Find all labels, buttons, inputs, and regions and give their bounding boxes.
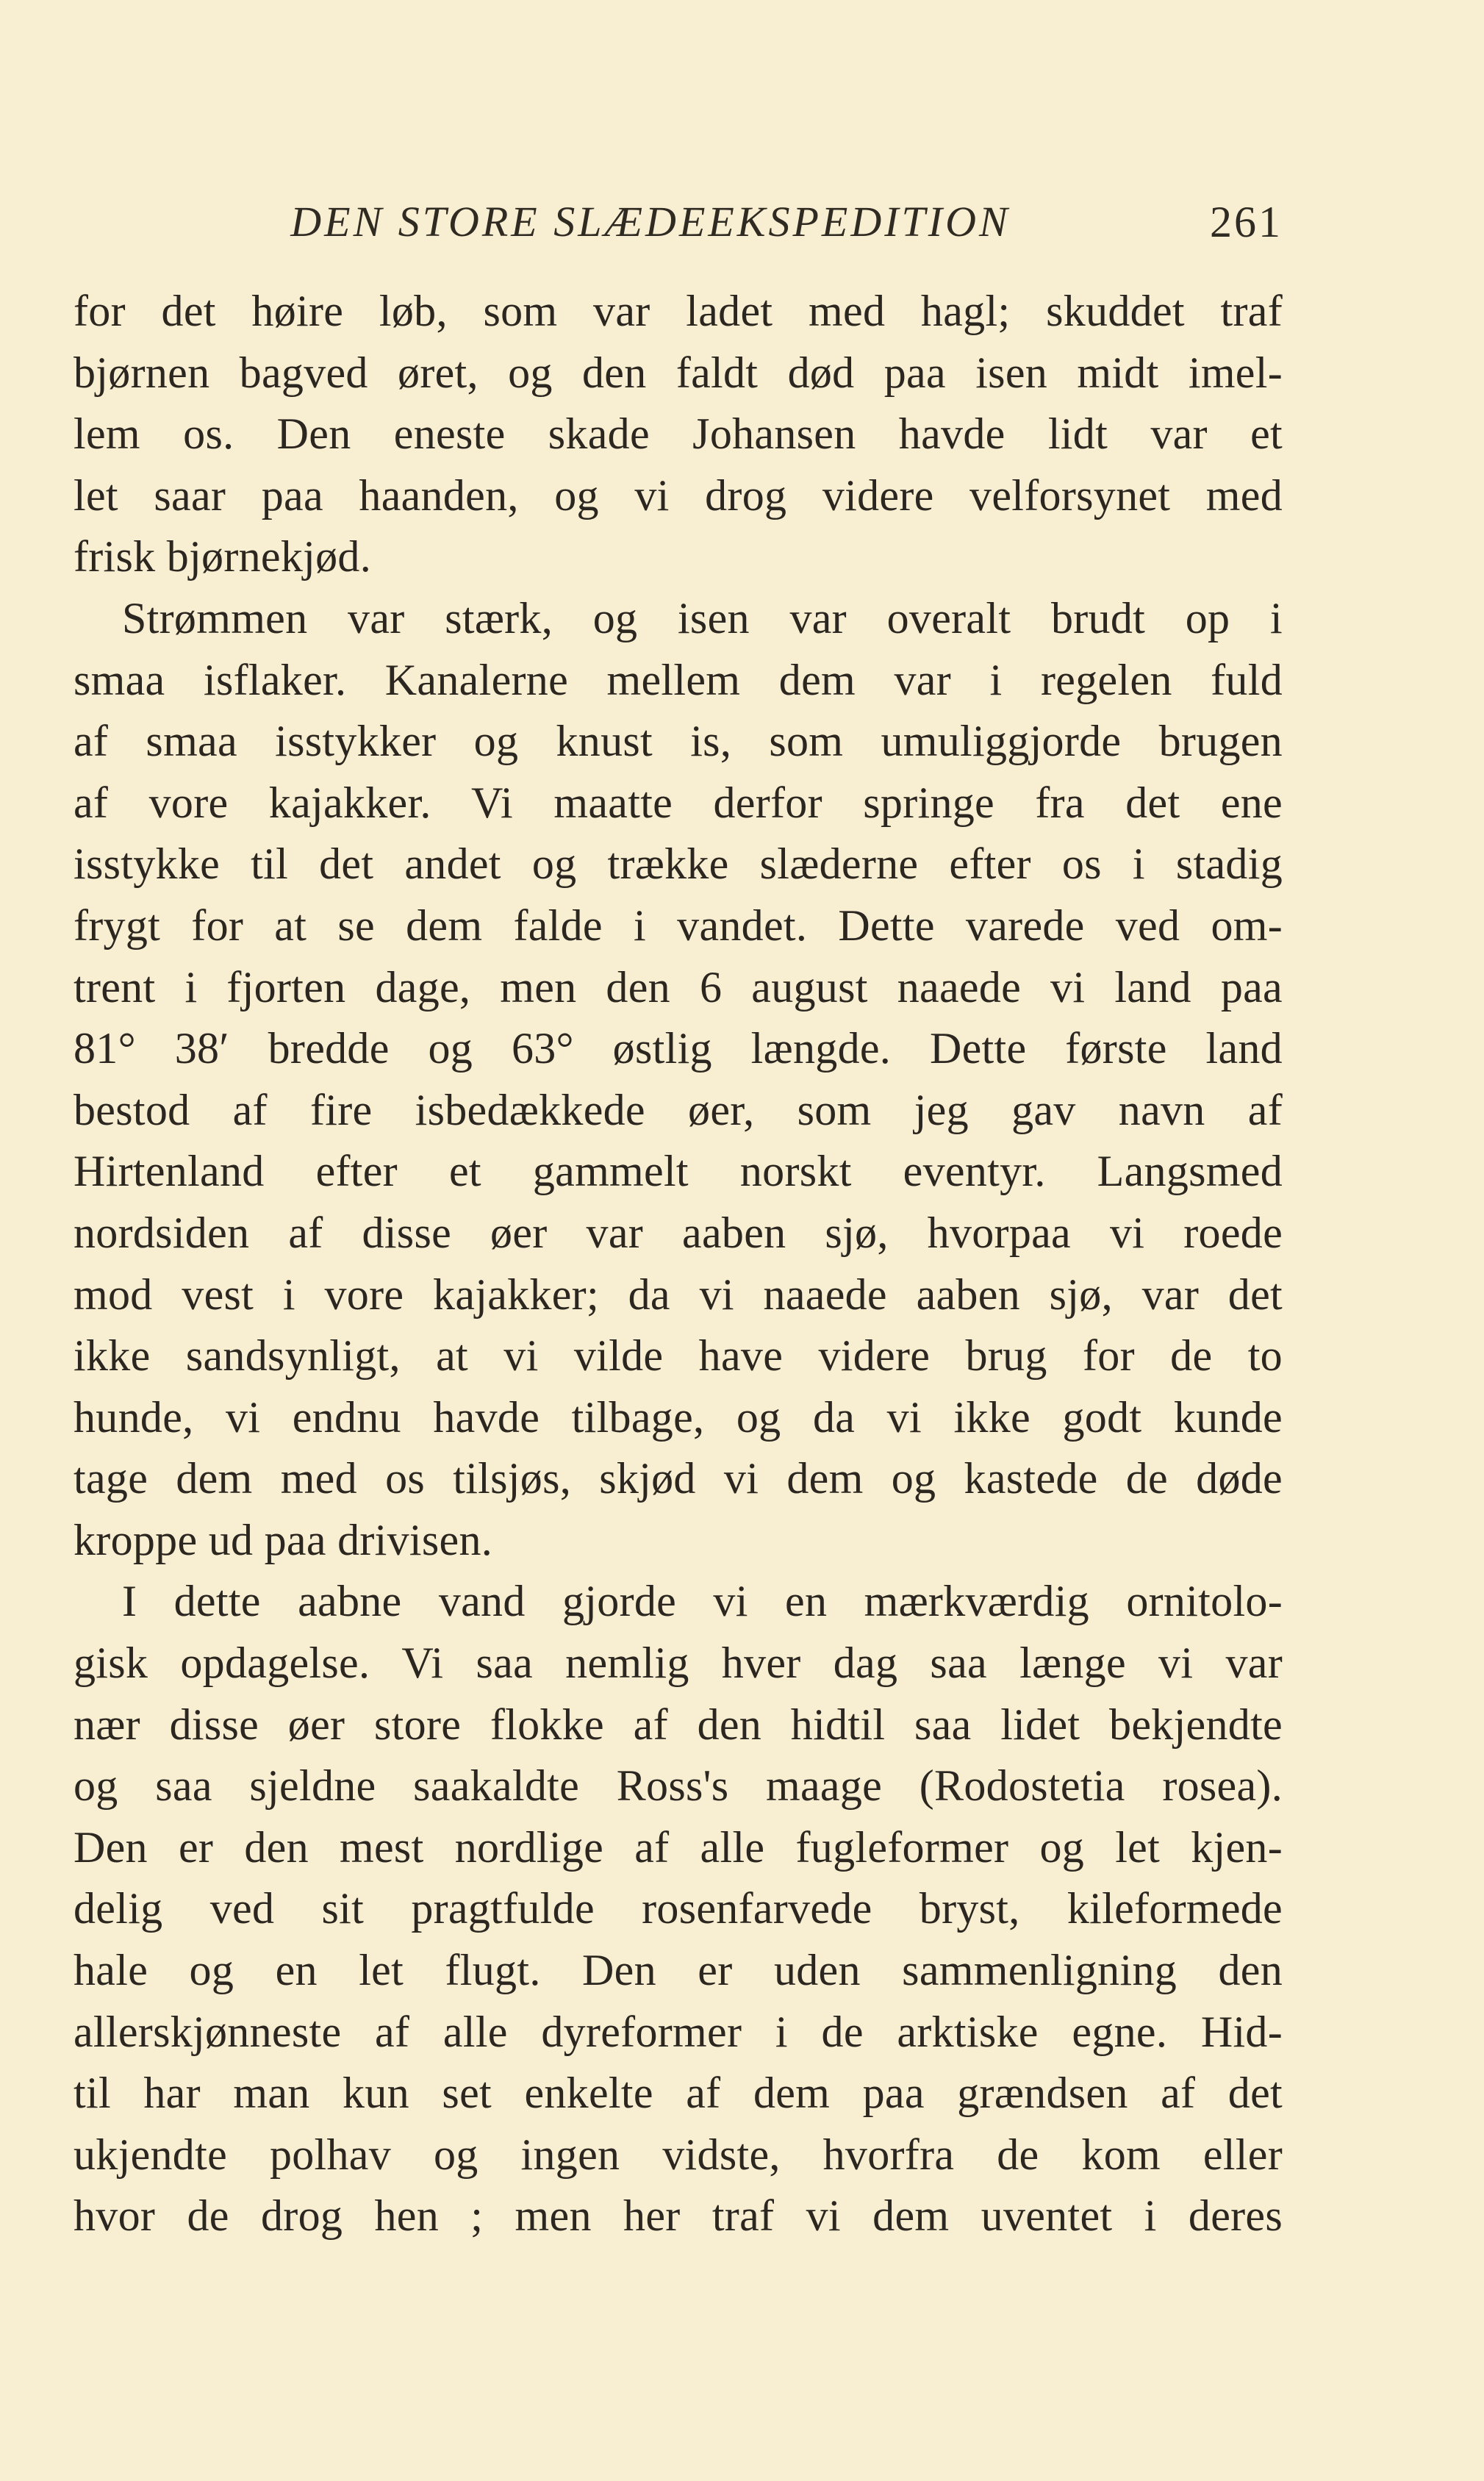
text-line: lem os. Den eneste skade Johansen havde lidt var et (74, 409, 1283, 459)
text-line: trent i fjorten dage, men den 6 august naaede vi land paa (74, 962, 1283, 1012)
text-line: nordsiden af disse øer var aaben sjø, hvorpaa vi roede (74, 1208, 1283, 1257)
text-line: let saar paa haanden, og vi drog videre velforsynet med (74, 470, 1283, 520)
text-line: hunde, vi endnu havde tilbage, og da vi ikke godt kunde (74, 1392, 1283, 1442)
text-line: frygt for at se dem falde i vandet. Dette varede ved om- (74, 901, 1283, 950)
text-line: og saa sjeldne saakaldte Ross's maage (Rodostetia rosea). (74, 1761, 1283, 1811)
text-line: Hirtenland efter et gammelt norskt eventyr. Langsmed (74, 1147, 1283, 1196)
running-title: DEN STORE SLÆDEEKSPEDITION (290, 198, 1011, 246)
text-line: nær disse øer store flokke af den hidtil saa lidet bekjendte (74, 1700, 1283, 1749)
text-line: isstykke til det andet og trække slæderne efter os i stadig (74, 839, 1283, 889)
page-header (0, 197, 1484, 256)
text-line: allerskjønneste af alle dyreformer i de arktiske egne. Hid- (74, 2007, 1283, 2056)
body-text (74, 281, 1283, 2247)
text-line: til har man kun set enkelte af dem paa grændsen af det (74, 2069, 1283, 2118)
page-number: 261 (1210, 198, 1283, 246)
text-line: kroppe ud paa drivisen. (74, 1515, 493, 1564)
text-line: for det høire løb, som var ladet med hagl; skuddet traf (74, 287, 1283, 335)
text-line: bjørnen bagved øret, og den faldt død paa isen midt imel- (74, 348, 1283, 397)
text-line: 81° 38′ bredde og 63° østlig længde. Dette første land (74, 1024, 1283, 1073)
text-line: I dette aabne vand gjorde vi en mærkværdig ornitolo- (122, 1577, 1283, 1626)
text-line: af smaa isstykker og knust is, som umuliggjorde brugen (74, 717, 1283, 766)
text-line: smaa isflaker. Kanalerne mellem dem var i regelen fuld (74, 655, 1283, 704)
text-line: delig ved sit pragtfulde rosenfarvede bryst, kileformede (74, 1884, 1283, 1933)
text-line: Den er den mest nordlige af alle fugleformer og let kjen- (74, 1822, 1283, 1872)
text-line: ukjendte polhav og ingen vidste, hvorfra de kom eller (74, 2130, 1283, 2179)
text-line: bestod af fire isbedækkede øer, som jeg gav navn af (74, 1085, 1283, 1134)
text-line: tage dem med os tilsjøs, skjød vi dem og kastede de døde (74, 1454, 1283, 1503)
text-line: af vore kajakker. Vi maatte derfor springe fra det ene (74, 778, 1283, 827)
text-line: hale og en let flugt. Den er uden sammenligning den (74, 1946, 1283, 1995)
text-line: frisk bjørnekjød. (74, 532, 372, 581)
text-line: gisk opdagelse. Vi saa nemlig hver dag saa længe vi var (74, 1639, 1283, 1688)
text-line: mod vest i vore kajakker; da vi naaede aaben sjø, var det (74, 1270, 1283, 1319)
text-line: ikke sandsynligt, at vi vilde have videre brug for de to (74, 1331, 1283, 1381)
text-line: Strømmen var stærk, og isen var overalt brudt op i (122, 593, 1283, 642)
text-line: hvor de drog hen ; men her traf vi dem uventet i deres (74, 2191, 1283, 2241)
